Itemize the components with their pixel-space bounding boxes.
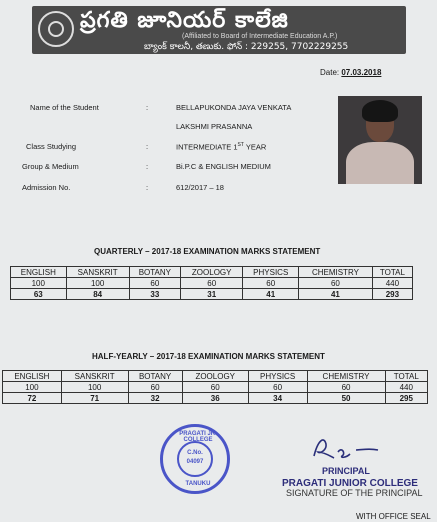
group-value: Bi.P.C & ENGLISH MEDIUM: [176, 162, 271, 171]
affiliation-text: (Affiliated to Board of Intermediate Education A.P.): [182, 33, 338, 40]
halfyearly-obtained-cell: 36: [182, 393, 248, 404]
quarterly-obtained-cell: 63: [11, 289, 67, 300]
halfyearly-max-cell: 60: [182, 382, 248, 393]
date-value: 07.03.2018: [341, 68, 382, 77]
college-logo-icon: [38, 11, 74, 47]
quarterly-obtained-cell: 41: [243, 289, 299, 300]
quarterly-max-cell: 100: [66, 278, 129, 289]
quarterly-subjects-cell: PHYSICS: [243, 267, 299, 278]
halfyearly-obtained-cell: 50: [307, 393, 385, 404]
halfyearly-subjects-cell: ENGLISH: [3, 371, 62, 382]
name-colon: :: [146, 103, 149, 112]
quarterly-obtained-cell: 84: [66, 289, 129, 300]
halfyearly-subjects-cell: ZOOLOGY: [182, 371, 248, 382]
halfyearly-subjects-cell: PHYSICS: [248, 371, 307, 382]
halfyearly-obtained-cell: 295: [385, 393, 427, 404]
class-value-suffix: YEAR: [243, 142, 267, 152]
seal-bottom-text: TANUKU: [185, 481, 211, 487]
quarterly-subject-row: [11, 267, 413, 278]
quarterly-subjects-cell: BOTANY: [129, 267, 180, 278]
address-phone: బ్యాంక్ కాలనీ, తణుకు. ఫోన్ : 229255, 7702229255: [144, 42, 349, 52]
class-colon: :: [146, 142, 149, 151]
quarterly-max-cell: 440: [372, 278, 412, 289]
halfyearly-max-cell: 440: [385, 382, 427, 393]
halfyearly-obtained-cell: 72: [3, 393, 62, 404]
class-value-sup: ST: [237, 142, 244, 148]
halfyearly-max-cell: 100: [3, 382, 62, 393]
quarterly-max-cell: 60: [299, 278, 373, 289]
class-value: [176, 142, 266, 152]
admission-value: 612/2017 – 18: [176, 183, 224, 192]
quarterly-marks-table: [10, 266, 413, 300]
quarterly-title: QUARTERLY – 2017-18 EXAMINATION MARKS STATEMENT: [94, 247, 321, 256]
halfyearly-max-cell: 100: [61, 382, 128, 393]
halfyearly-obtained-cell: 34: [248, 393, 307, 404]
quarterly-subjects-cell: ENGLISH: [11, 267, 67, 278]
group-label: Group & Medium: [22, 162, 79, 171]
quarterly-obtained-cell: 293: [372, 289, 412, 300]
admission-colon: :: [146, 183, 149, 192]
halfyearly-obtained-cell: 32: [128, 393, 182, 404]
halfyearly-max-cell: 60: [248, 382, 307, 393]
halfyearly-max-cell: 60: [307, 382, 385, 393]
seal-top-text: PRAGATI JR. COLLEGE: [179, 431, 217, 443]
quarterly-max-cell: 60: [180, 278, 242, 289]
admission-label: Admission No.: [22, 183, 71, 192]
halfyearly-subjects-cell: CHEMISTRY: [307, 371, 385, 382]
name-label: Name of the Student: [30, 103, 99, 112]
college-seal-stamp: [160, 424, 230, 494]
halfyearly-marks-table: [2, 370, 428, 404]
office-seal-text: WITH OFFICE SEAL: [356, 512, 431, 521]
halfyearly-title: HALF-YEARLY – 2017-18 EXAMINATION MARKS STATEMENT: [92, 352, 325, 361]
halfyearly-subjects-cell: SANSKRIT: [61, 371, 128, 382]
halfyearly-subjects-cell: TOTAL: [385, 371, 427, 382]
quarterly-max-marks-row: [11, 278, 413, 289]
quarterly-obtained-cell: 33: [129, 289, 180, 300]
principal-title: PRINCIPAL: [322, 466, 370, 476]
name-value-line1: BELLAPUKONDA JAYA VENKATA: [176, 103, 292, 112]
date-label: Date:: [320, 68, 340, 77]
halfyearly-max-marks-row: [3, 382, 428, 393]
halfyearly-obtained-marks-row: [3, 393, 428, 404]
seal-center-text: C.No. 04097: [177, 441, 213, 477]
quarterly-subjects-cell: CHEMISTRY: [299, 267, 373, 278]
signature-of-principal: SIGNATURE OF THE PRINCIPAL: [286, 488, 423, 498]
student-photo: [338, 96, 422, 184]
college-name: ప్రగతి జూనియర్ కాలేజి: [80, 8, 289, 33]
class-label: Class Studying: [26, 142, 77, 151]
halfyearly-subject-row: [3, 371, 428, 382]
halfyearly-obtained-cell: 71: [61, 393, 128, 404]
college-banner: [32, 6, 406, 54]
footer-college-name: PRAGATI JUNIOR COLLEGE: [282, 478, 418, 489]
quarterly-max-cell: 100: [11, 278, 67, 289]
quarterly-max-cell: 60: [243, 278, 299, 289]
quarterly-max-cell: 60: [129, 278, 180, 289]
quarterly-obtained-cell: 31: [180, 289, 242, 300]
quarterly-subjects-cell: TOTAL: [372, 267, 412, 278]
quarterly-obtained-marks-row: [11, 289, 413, 300]
group-colon: :: [146, 162, 149, 171]
quarterly-obtained-cell: 41: [299, 289, 373, 300]
date-line: [320, 68, 381, 77]
halfyearly-max-cell: 60: [128, 382, 182, 393]
quarterly-subjects-cell: SANSKRIT: [66, 267, 129, 278]
class-value-main: INTERMEDIATE 1: [176, 142, 238, 152]
name-value-line2: LAKSHMI PRASANNA: [176, 122, 253, 131]
photo-body-shape: [346, 142, 414, 184]
principal-signature-icon: [312, 432, 382, 462]
photo-hair-shape: [362, 100, 398, 122]
quarterly-subjects-cell: ZOOLOGY: [180, 267, 242, 278]
halfyearly-subjects-cell: BOTANY: [128, 371, 182, 382]
